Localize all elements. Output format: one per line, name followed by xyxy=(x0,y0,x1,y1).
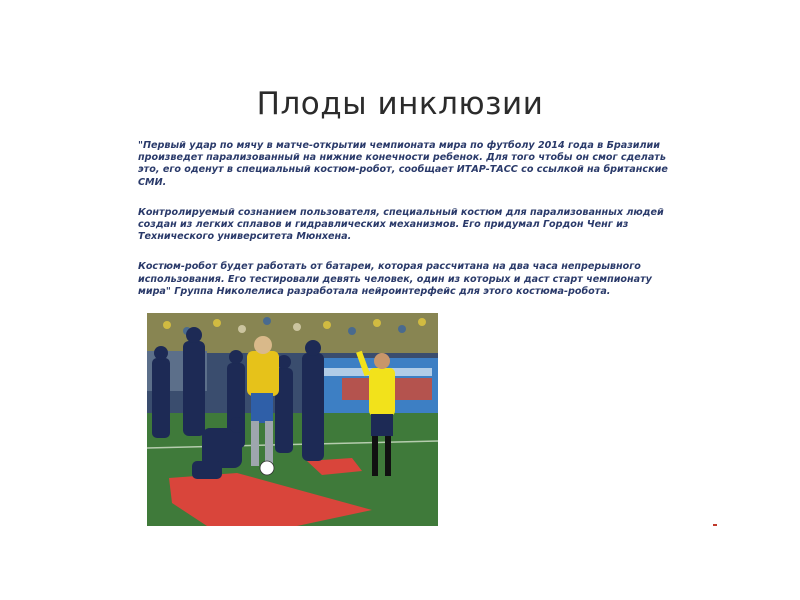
exoskeleton-kickoff-photo xyxy=(147,313,438,526)
corner-mark xyxy=(713,524,717,526)
slide-body xyxy=(138,140,686,316)
paragraph-battery: Костюм-робот будет работать от батареи, которая рассчитана на два часа непрерывного использования. Его тестировали девять человек, один из которых и даст старт чемпионату мира" Группа Николелиса разработала нейроинтерфейс для этого костюма-робота. xyxy=(138,261,652,297)
paragraph-suit-design: Контролируемый сознанием пользователя, специальный костюм для парализованных людей создан из легких сплавов и гидравлических механизмов. Его придумал Гордон Ченг из Технического университета Мюнхена. xyxy=(138,206,664,243)
slide-title: Плоды инклюзии xyxy=(256,86,544,122)
paragraph-first-kick: "Первый удар по мячу в матче-открытии чемпионата мира по футболу 2014 года в Бразилии произведет парализованный на нижние конечности ребенок. Для того чтобы он смог сделать это, его оденут в специальный костюм-робот, сообщает ИТАР-ТАСС со ссылкой на британские СМИ. xyxy=(138,140,668,188)
